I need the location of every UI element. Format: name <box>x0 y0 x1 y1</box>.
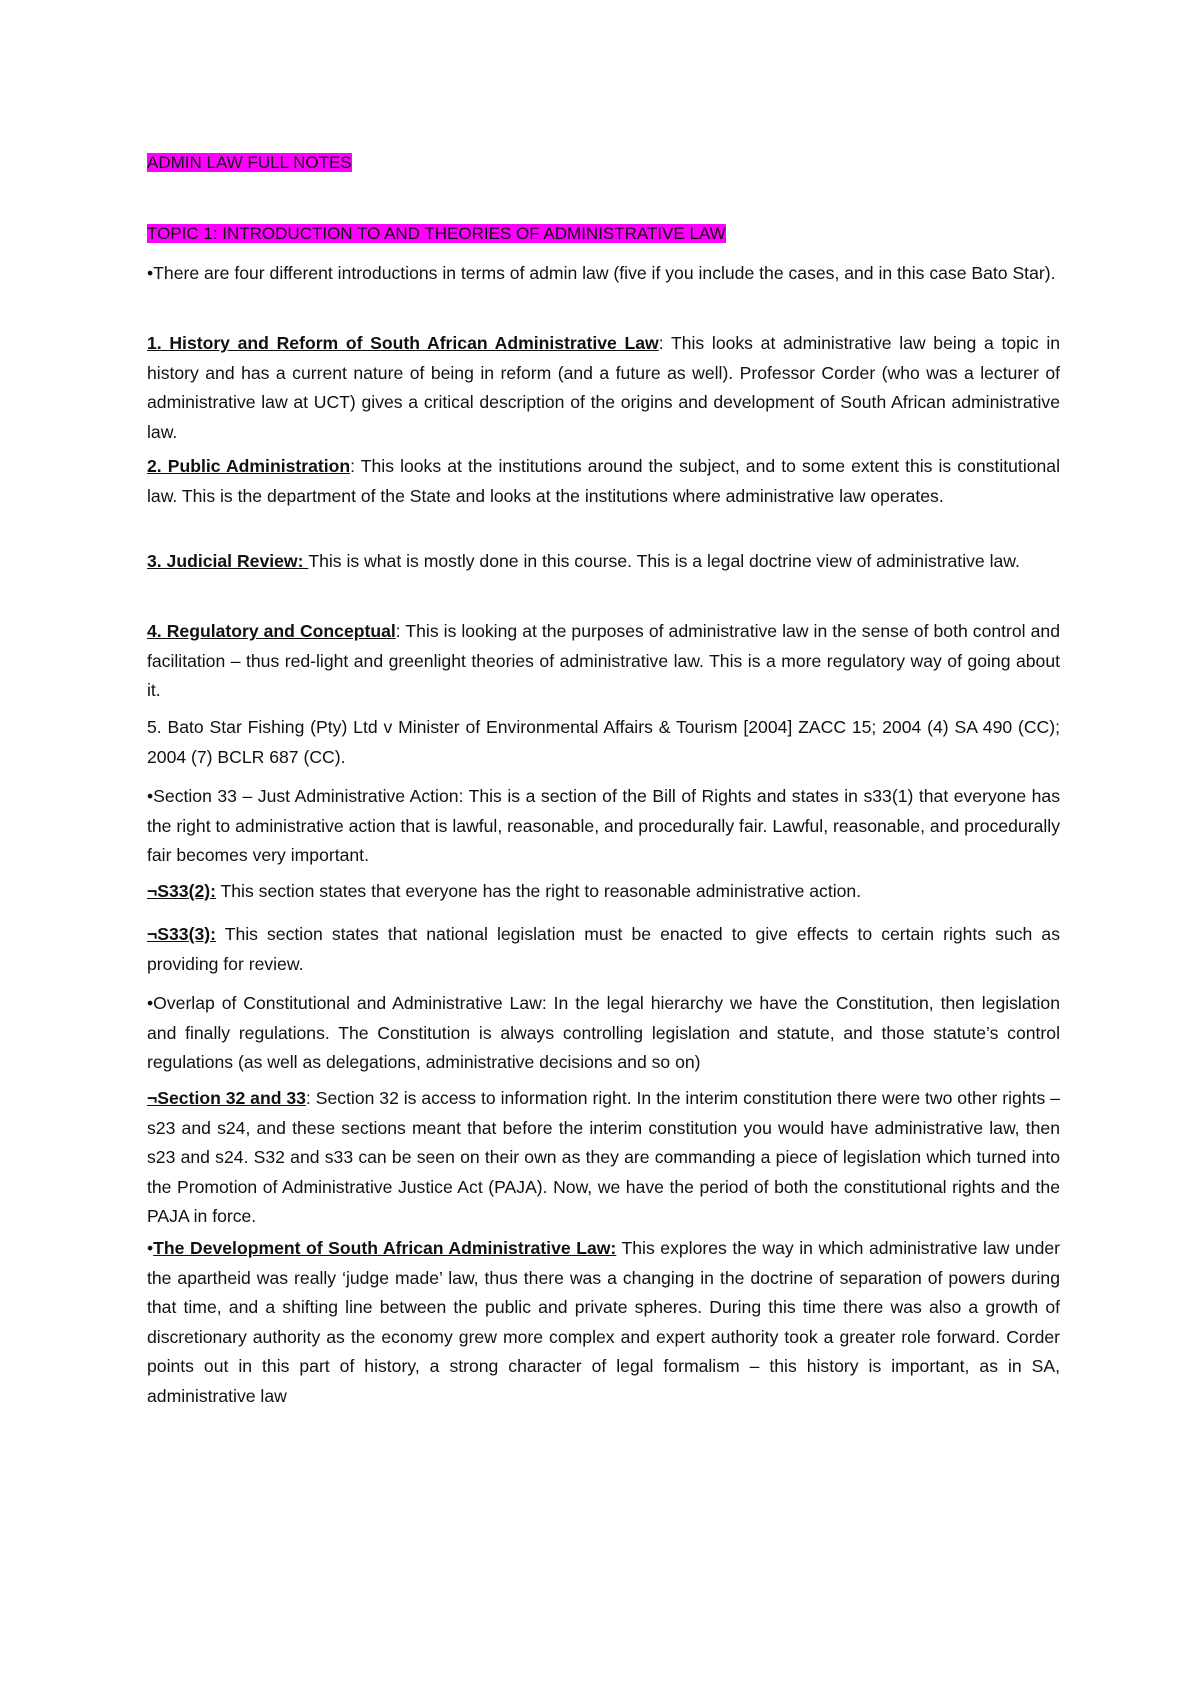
paragraph-judicial-review: 3. Judicial Review: This is what is mostly done in this course. This is a legal doctrine view of administrative law. <box>147 551 1020 571</box>
paragraph-section-33: •Section 33 – Just Administrative Action: This is a section of the Bill of Rights and states in s33(1) that everyone has the right to administrative action that is lawful, reasonable, and procedurally fair. Lawful, reasonable, and procedurally fair becomes very important. <box>147 786 1060 865</box>
paragraph-section-32-33: ¬Section 32 and 33: Section 32 is access to information right. In the interim constitution there were two other rights – s23 and s24, and these sections meant that before the interim constitution you would have administrative law, then s23 and s24. S32 and s33 can be seen on their own as they are commanding a piece of legislation which turned into the Promotion of Administrative Justice Act (PAJA). Now, we have the period of both the constitutional rights and the PAJA in force. <box>147 1088 1060 1226</box>
paragraph-s33-3: ¬S33(3): This section states that national legislation must be enacted to give effects to certain rights such as providing for review. <box>147 924 1060 974</box>
paragraph-label: 1. History and Reform of South African Administrative Law <box>147 333 659 353</box>
document-title: ADMIN LAW FULL NOTES <box>147 153 352 172</box>
paragraph-public-administration: 2. Public Administration: This looks at the institutions around the subject, and to some extent this is constitutional law. This is the department of the State and looks at the institutions where administrative law operates. <box>147 456 1060 506</box>
topic-heading: TOPIC 1: INTRODUCTION TO AND THEORIES OF ADMINISTRATIVE LAW <box>147 224 726 243</box>
paragraph-history-reform: 1. History and Reform of South African Administrative Law: This looks at administrative law being a topic in history and has a current nature of being in reform (and a future as well). Professor Corder (who was a lecturer of administrative law at UCT) gives a critical description of the origins and development of South African administrative law. <box>147 333 1061 442</box>
paragraph-intro-bullet: •There are four different introductions in terms of admin law (five if you include the cases, and in this case Bato Star). <box>147 263 1056 283</box>
bullet-icon: • <box>147 993 154 1013</box>
paragraph-label: ¬S33(3): <box>147 924 216 944</box>
paragraph-label: ¬S33(2): <box>147 881 216 901</box>
paragraph-development: •The Development of South African Administrative Law: This explores the way in which administrative law under the apartheid was really ‘judge made’ law, thus there was a changing in the doctrine of separation of powers during that time, and a shifting line between the public and private spheres. During this time there was also a growth of discretionary authority as the economy grew more complex and expert authority took a greater role forward. Corder points out in this part of history, a strong character of legal formalism – this history is important, as in SA, administrative law <box>147 1238 1061 1406</box>
paragraph-label: 4. Regulatory and Conceptual <box>147 621 396 641</box>
paragraph-bato-star: 5. Bato Star Fishing (Pty) Ltd v Minister of Environmental Affairs & Tourism [2004] ZACC 15; 2004 (4) SA 490 (CC); 2004 (7) BCLR 687 (CC). <box>147 717 1060 767</box>
bullet-icon: • <box>147 263 154 283</box>
bullet-icon: • <box>147 1238 154 1258</box>
paragraph-overlap: •Overlap of Constitutional and Administrative Law: In the legal hierarchy we have the Constitution, then legislation and finally regulations. The Constitution is always controlling legislation and statute, and those statute’s control regulations (as well as delegations, administrative decisions and so on) <box>147 993 1060 1072</box>
paragraph-label: The Development of South African Administrative Law: <box>153 1238 617 1258</box>
paragraph-label: 2. Public Administration <box>147 456 351 476</box>
paragraph-s33-2: ¬S33(2): This section states that everyone has the right to reasonable administrative action. <box>147 881 862 901</box>
paragraph-label: ¬Section 32 and 33 <box>147 1088 306 1108</box>
bullet-icon: • <box>147 786 154 806</box>
paragraph-label: 3. Judicial Review: <box>147 551 309 571</box>
paragraph-regulatory-conceptual: 4. Regulatory and Conceptual: This is looking at the purposes of administrative law in the sense of both control and facilitation – thus red-light and greenlight theories of administrative law. This is a more regulatory way of going about it. <box>147 621 1060 700</box>
